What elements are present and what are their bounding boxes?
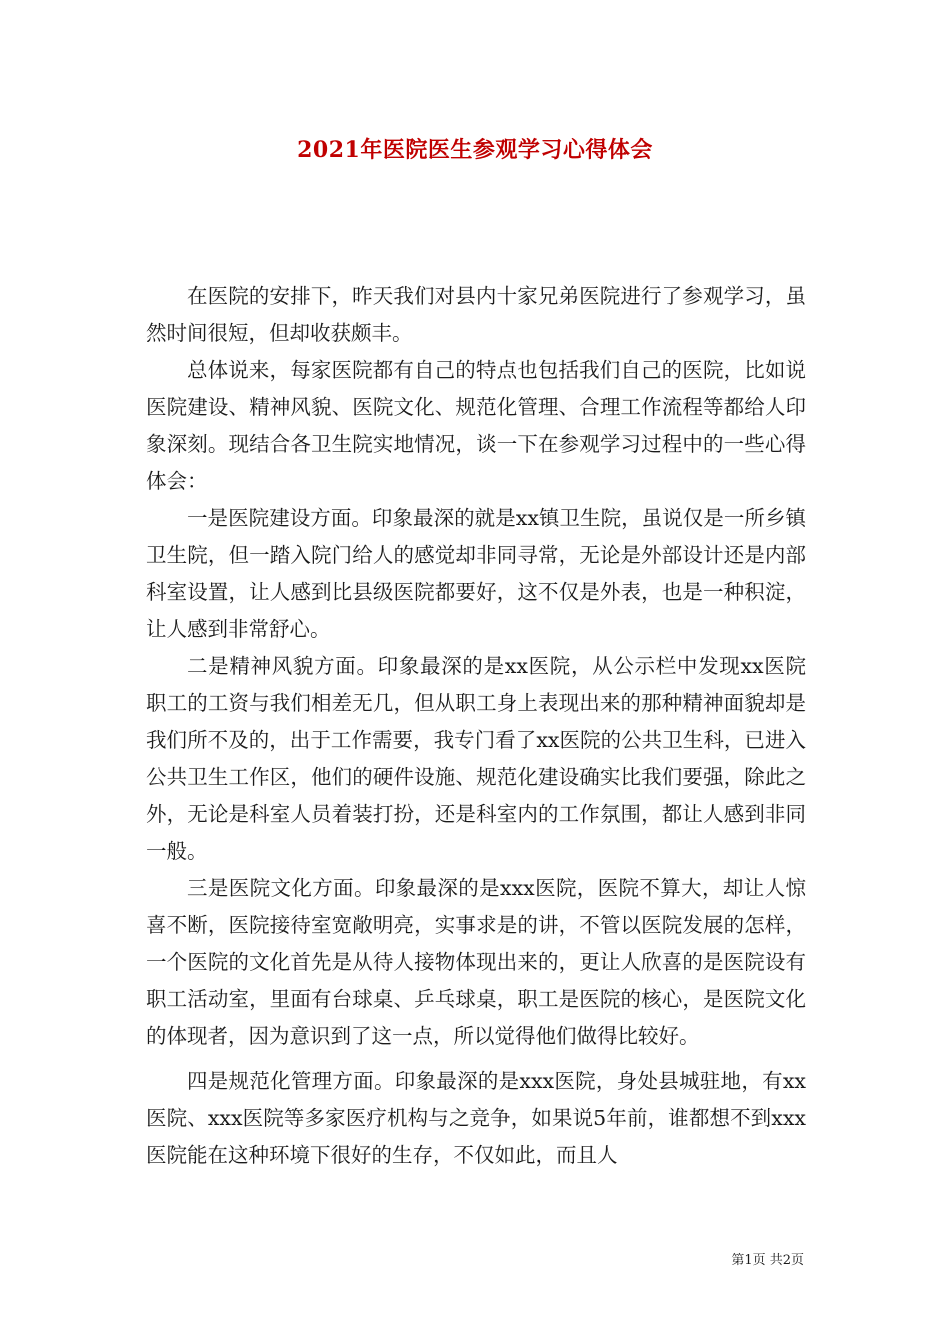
paragraph-spirit: 二是精神风貌方面。印象最深的是xx医院，从公示栏中发现xx医院职工的工资与我们相差无几，但从职工身上表现出来的那种精神面貌却是我们所不及的，出于工作需要，我专门看了xx医院的公共卫生科，已进入公共卫生工作区，他们的硬件设施、规范化建设确实比我们要强，除此之外，无论是科室人员着装打扮，还是科室内的工作氛围，都让人感到非同一般。 (146, 654, 806, 863)
paragraph-intro: 在医院的安排下，昨天我们对县内十家兄弟医院进行了参观学习，虽然时间很短，但却收获颇丰。 (146, 284, 806, 345)
paragraph-management: 四是规范化管理方面。印象最深的是xxx医院，身处县城驻地，有xx医院、xxx医院等多家医疗机构与之竞争，如果说5年前，谁都想不到xxx医院能在这种环境下很好的生存，不仅如此，而且人 (146, 1069, 806, 1167)
paragraph-hospital-construction: 一是医院建设方面。印象最深的就是xx镇卫生院，虽说仅是一所乡镇卫生院，但一踏入院门给人的感觉却非同寻常，无论是外部设计还是内部科室设置，让人感到比县级医院都要好，这不仅是外表，也是一种积淀，让人感到非常舒心。 (146, 506, 806, 641)
document-title: 2021年医院医生参观学习心得体会 (297, 137, 653, 163)
page-number: 第1页 共2页 (731, 1253, 804, 1268)
paragraph-overview: 总体说来，每家医院都有自己的特点也包括我们自己的医院，比如说医院建设、精神风貌、医院文化、规范化管理、合理工作流程等都给人印象深刻。现结合各卫生院实地情况，谈一下在参观学习过程中的一些心得体会： (146, 358, 806, 493)
document-body (146, 278, 806, 1174)
paragraph-culture: 三是医院文化方面。印象最深的是xxx医院，医院不算大，却让人惊喜不断，医院接待室宽敞明亮，实事求是的讲，不管以医院发展的怎样，一个医院的文化首先是从待人接物体现出来的，更让人欣喜的是医院设有职工活动室，里面有台球桌、乒乓球桌，职工是医院的核心，是医院文化的体现者，因为意识到了这一点，所以觉得他们做得比较好。 (146, 876, 806, 1048)
